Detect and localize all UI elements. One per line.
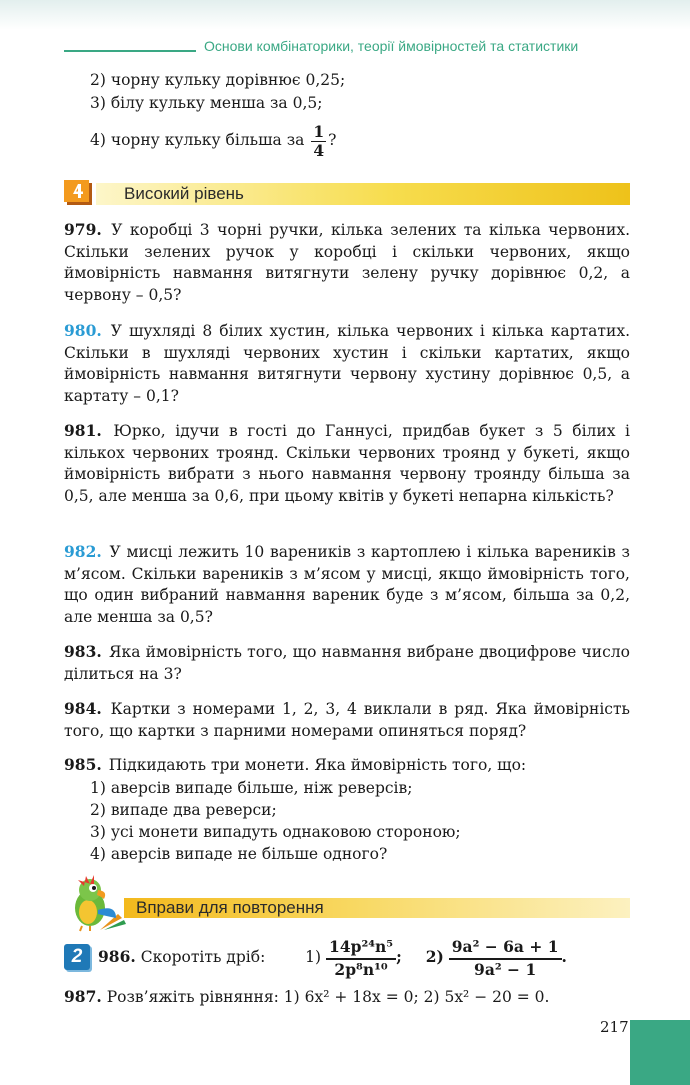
intro-line-3: 3) білу кульку менша за 0,5; xyxy=(90,94,323,112)
top-band xyxy=(0,0,690,30)
parrot-icon xyxy=(60,874,132,932)
problem-text: Підкидають три монети. Яка ймовірність того, що: xyxy=(108,756,527,774)
fraction-a-denominator: 2p⁸n¹⁰ xyxy=(334,959,388,979)
problem-979 xyxy=(64,219,630,306)
fraction-b-denominator: 9a² − 1 xyxy=(474,959,537,979)
problem-text: У мисці лежить 10 вареників з картоплею і кілька вареників з м’ясом. Скільки вареників з м’ясом у мисці, якщо ймовірність того, що один вибраний навмання вареник буде з м’ясом, більша за 0,2, але менша за 0,5? xyxy=(64,543,630,626)
fraction-b xyxy=(449,937,562,980)
problem-text: У коробці 3 чорні ручки, кілька зелених та кілька червоних. Скільки зелених ручок у коробці і скільки червоних, якщо ймовірність навмання витягнути зелену ручку дорівнює 0,2, а червону – 0,5? xyxy=(64,221,630,304)
problem-text: Юрко, ідучи в гості до Ганнусі, придбав букет з 5 білих і кількох червоних троянд. Скільки червоних троянд у букеті, якщо ймовірність вибрати з нього навмання червону троянду більша за 0,5, але менша за 0,6, при цьому квітів у букеті непарна кількість? xyxy=(64,422,630,505)
intro-line-2: 2) чорну кульку дорівнює 0,25; xyxy=(90,71,346,89)
problem-number: 984. xyxy=(64,699,102,718)
part-label-1: 1) xyxy=(305,948,322,966)
problem-985-item-1: 1) аверсів випаде більше, ніж реверсів; xyxy=(90,779,413,797)
problem-number: 981. xyxy=(64,421,102,440)
end-mark: . xyxy=(561,947,567,966)
header-rule xyxy=(64,50,196,52)
problem-985 xyxy=(64,754,630,777)
running-header: Основи комбінаторики, теорії ймовірностей та статистики xyxy=(204,38,579,54)
repeat-heading: Вправи для повторення xyxy=(136,898,324,917)
fraction-b-numerator: 9a² − 6a + 1 xyxy=(449,937,562,960)
problem-985-item-2: 2) випаде два реверси; xyxy=(90,801,277,819)
problem-text: Яка ймовірність того, що навмання вибране двоцифрове число ділиться на 3? xyxy=(64,643,630,683)
separator: ; xyxy=(396,947,402,966)
problem-981 xyxy=(64,420,630,507)
problem-986 xyxy=(98,934,567,980)
part-label-2: 2) xyxy=(425,947,444,966)
problem-983 xyxy=(64,641,630,685)
problem-985-item-4: 4) аверсів випаде не більше одного? xyxy=(90,845,388,863)
fraction-a xyxy=(326,937,396,980)
problem-number: 980. xyxy=(64,321,102,340)
problem-987 xyxy=(64,987,549,1007)
intro-line-4-text: 4) чорну кульку більша за xyxy=(90,131,305,149)
problem-number: 982. xyxy=(64,542,102,561)
problem-number: 985. xyxy=(64,755,102,774)
fraction-denominator: 4 xyxy=(313,140,325,160)
problem-number: 979. xyxy=(64,220,102,239)
fraction-one-quarter xyxy=(311,123,326,160)
problem-980 xyxy=(64,320,630,407)
problem-number: 986. xyxy=(98,947,136,966)
difficulty-badge xyxy=(64,944,90,970)
problem-985-item-3: 3) усі монети випадуть однаковою стороною; xyxy=(90,823,461,841)
page-corner-tab xyxy=(630,1020,690,1085)
problem-text: Картки з номерами 1, 2, 3, 4 виклали в ряд. Яка ймовірність того, що картки з парними номерами опиняться поряд? xyxy=(64,700,630,740)
level-four-icon xyxy=(64,178,94,206)
difficulty-badge-number: 2 xyxy=(71,946,83,967)
problem-text: Розв’яжіть рівняння: 1) 6x² + 18x = 0; 2) 5x² − 20 = 0. xyxy=(106,988,550,1006)
fraction-numerator: 1 xyxy=(313,121,325,141)
high-level-heading: Високий рівень xyxy=(124,184,244,203)
problem-number: 983. xyxy=(64,642,102,661)
problem-text: Скоротіть дріб: xyxy=(140,948,266,966)
intro-line-4-end: ? xyxy=(328,131,337,149)
problem-number: 987. xyxy=(64,987,102,1006)
fraction-a-numerator: 14p²⁴n⁵ xyxy=(326,937,396,960)
intro-line-4 xyxy=(90,118,336,162)
problem-text: У шухляді 8 білих хустин, кілька червоних і кілька картатих. Скільки в шухляді червоних хустин і скільки картатих, якщо ймовірність навмання витягнути червону хустину дорівнює 0,5, а картату – 0,1? xyxy=(64,322,630,405)
problem-982 xyxy=(64,541,630,628)
problem-984 xyxy=(64,698,630,742)
page-number: 217 xyxy=(600,1018,629,1036)
